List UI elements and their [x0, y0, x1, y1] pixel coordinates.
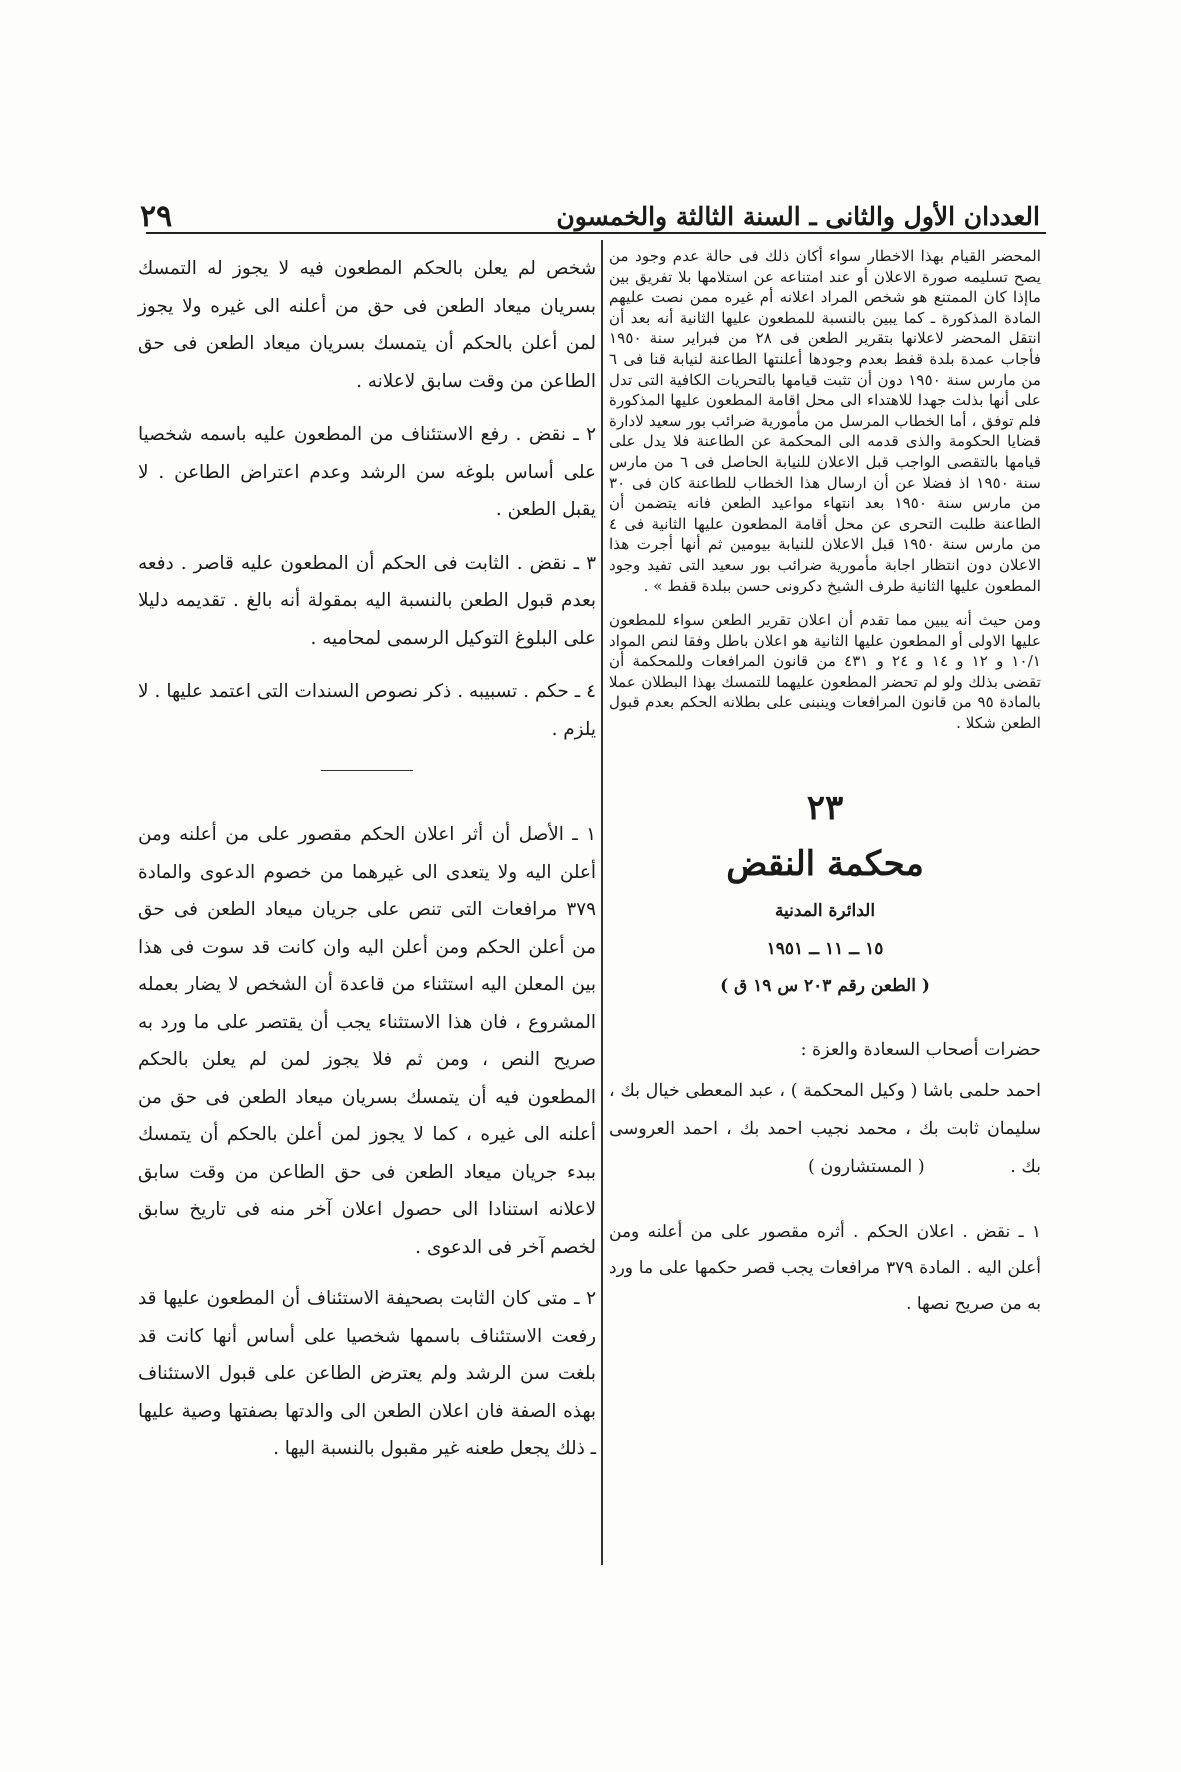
case-date: ١٥ ــ ١١ ــ ١٩٥١: [766, 938, 884, 959]
principle-2: ٢ ـ متى كان الثابت بصحيفة الاستئناف أن المطعون عليها قد رفعت الاستئناف باسمها شخصيا على أساس أنها كانت قد بلغت سن الرشد ولم يعترض الطاعن على قبول الاستئناف بهذه الصفة فان اعلان الطعن الى والدتها بصفتها وصية عليها ـ ذلك يجعل طعنه غير مقبول بالنسبة اليها .: [138, 1288, 596, 1459]
headnote-2: ٢ ـ نقض . رفع الاستئناف من المطعون عليه باسمه شخصيا على أساس بلوغه سن الرشد وعدم اعتراض الطاعن . لا يقبل الطعن .: [138, 424, 596, 520]
court-name: محكمة النقض: [726, 843, 924, 884]
header-rule: [146, 232, 1046, 234]
headnote-1-continued: شخص لم يعلن بالحكم المطعون فيه لا يجوز له التمسك بسريان ميعاد الطعن فى حق من أعلنه الى غيره ولا يجوز لمن أعلن بالحكم أن يتمسك بسريان ميعاد الطعن فى حق الطاعن من وقت سابق لاعلانه .: [138, 258, 596, 392]
headnote-3: ٣ ـ نقض . الثابت فى الحكم أن المطعون عليه قاصر . دفعه بعدم قبول الطعن بالنسبة اليه بمقولة أنه بالغ . تقديمه دليلا على البلوغ التوكيل الرسمى لمحاميه .: [138, 552, 596, 649]
case-number: ٢٣: [806, 787, 844, 828]
headnote-4: ٤ ـ حكم . تسبيبه . ذكر نصوص السندات التى اعتمد عليها . لا يلزم .: [138, 681, 596, 740]
bench-members: [609, 1072, 1041, 1186]
body-paragraph: المحضر القيام بهذا الاخطار سواء أكان ذلك فى حالة عدم وجود من يصح تسليمه صورة الاعلان أو عند امتناعه عن استلامها بلا تفريق بين ماإذا كان الممتنع هو شخص المراد اعلانه أم غيره ممن نصت عليهم المادة المذكورة ـ كما يبين بالنسبة للمطعون عليها الثانية أنه بعد أن انتقل المحضر لاعلانها بتقرير الطعن فى ٢٨ من فبراير سنة ١٩٥٠ فأجاب عمدة بلدة قفط بعدم وجودها أعلنتها الطاعنة لنيابة قنا فى ٦ من مارس سنة ١٩٥٠ دون أن تثبت قيامها بالتحريات الكافية التى تدل على أنها بذلت جهدا للاهتداء الى محل اقامة المطعون عليها المذكورة فلم توفق ، أما الخطاب المرسل من مأمورية ضرائب بور سعيد لادارة قضايا الحكومة والذى قدمه الى المحكمة عن الطاعنة فلا يدل على قيامها بالتقصى الواجب قبل الاعلان للنيابة الحاصل فى ٦ من مارس سنة ١٩٥٠ اذ فضلا عن أن ارسال هذا الخطاب للطاعنة كان فى ٣٠ من مارس سنة ١٩٥٠ بعد انتهاء مواعيد الطعن فانه يتضمن أن الطاعنة طلبت التحرى عن محل أقامة المطعون عليها الثانية فى ٤ من مارس سنة ١٩٥٠ قبل الاعلان للنيابة بيومين ثم أنها أجرت هذا الاعلان دون انتظار اجابة مأمورية ضرائب بور سعيد التى تفيد وجود المطعون عليها الثانية طرف الشيخ دكرونى حسن ببلدة قفط » .: [609, 247, 1041, 595]
body-paragraph: ومن حيث أنه يبين مما تقدم أن اعلان تقرير الطعن سواء للمطعون عليها الاولى أو المطعون عليها الثانية هو اعلان باطل وفقا لنص المواد ١٠/١ و ١٢ و ١٤ و ٢٤ و ٤٣١ من قانون المرافعات وللمحكمة أن تقضى بذلك ولو لم تحضر المطعون عليهما للتمسك بهذا البطلان عملا بالمادة ٩٥ من قانون المرافعات وينبنى على بطلانه الحكم بعدم قبول الطعن شكلا .: [609, 611, 1041, 733]
appeal-reference: ( الطعن رقم ٢٠٣ س ١٩ ق ): [720, 975, 930, 996]
bench-names: احمد حلمى باشا ( وكيل المحكمة ) ، عبد المعطى خيال بك ، سليمان ثابت بك ، محمد نجيب احمد بك ، احمد العروسى بك .: [609, 1080, 1041, 1177]
headnote-1: ١ ـ نقض . اعلان الحكم . أثره مقصور على من أعلنه ومن أعلن اليه . المادة ٣٧٩ مرافعات يجب قصر حكمها على ما ورد به من صريح نصها .: [609, 1221, 1041, 1314]
right-column: [609, 246, 1041, 1322]
left-column: [138, 250, 596, 1468]
bench-role: ( المستشارون ): [807, 1156, 925, 1177]
bench-heading: حضرات أصحاب السعادة والعزة :: [800, 1039, 1041, 1060]
running-header: [140, 196, 1040, 236]
court-circuit: الدائرة المدنية: [774, 900, 876, 921]
page-number: ٢٩: [140, 198, 173, 234]
section-rule: [321, 770, 413, 771]
journal-title: العددان الأول والثانى ـ السنة الثالثة والخمسون: [556, 201, 1040, 231]
principle-1: ١ ـ الأصل أن أثر اعلان الحكم مقصور على من أعلنه ومن أعلن اليه ولا يتعدى الى غيرهما من خصوم الدعوى والمادة ٣٧٩ مرافعات التى تنص على جريان ميعاد الطعن فى حق من أعلن الحكم ومن أعلن اليه وان كانت قد سوت فى هذا بين المعلن اليه استثناء من قاعدة أن الشخص لا يضار بعمله المشروع ، فان هذا الاستثناء يجب أن يقتصر على ما ورد به صريح النص ، ومن ثم فلا يجوز لمن لم يعلن بالحكم المطعون فيه أن يتمسك بسريان ميعاد الطعن فى حق من أعلنه الى غيره ، كما لا يجوز لمن أعلن بالحكم أن يتمسك ببدء جريان ميعاد الطعن فى حق الطاعن من وقت سابق لاعلانه استنادا الى حصول اعلان آخر منه فى تاريخ سابق لخصم آخر فى الدعوى .: [138, 824, 596, 1258]
column-divider: [601, 240, 603, 1565]
